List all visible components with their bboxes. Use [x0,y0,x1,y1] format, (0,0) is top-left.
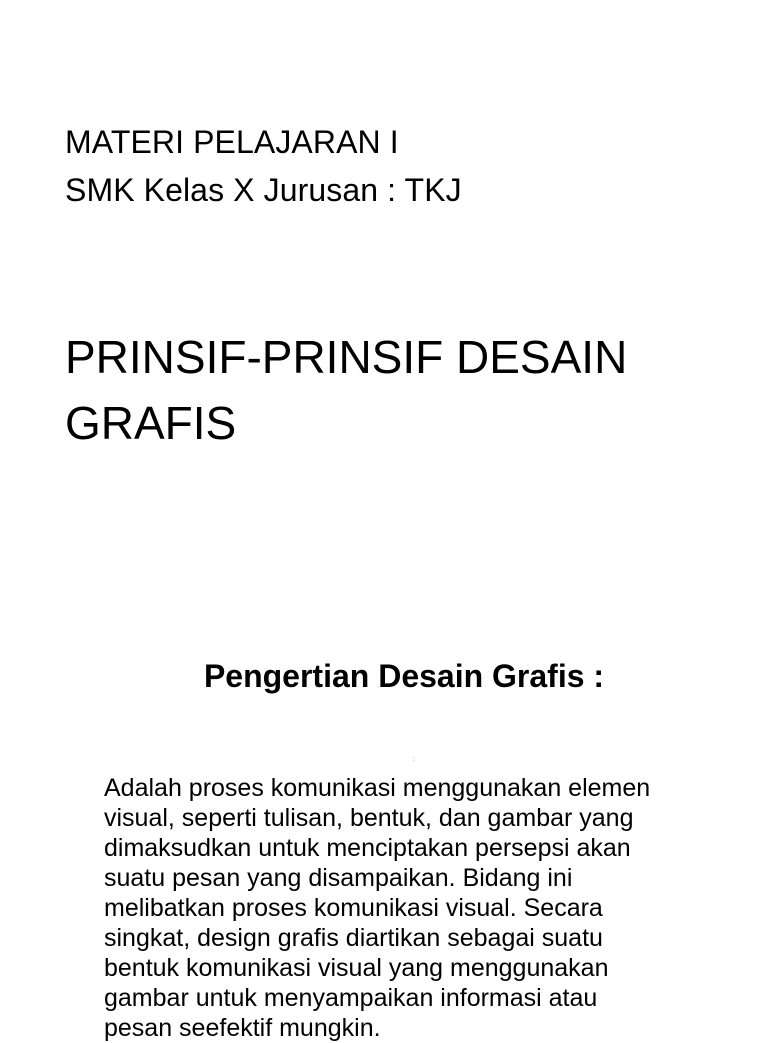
paragraph-line: melibatkan proses komunikasi visual. Secara [104,894,603,922]
page-title-line-2: GRAFIS [65,397,237,449]
page-title [65,324,745,456]
definition-paragraph [104,773,734,1043]
paragraph-line: Adalah proses komunikasi menggunakan elemen [104,774,651,802]
paragraph-line: visual, seperti tulisan, bentuk, dan gambar yang [104,804,634,832]
page-title-line-1: PRINSIF-PRINSIF DESAIN [65,331,628,383]
paragraph-line: suatu pesan yang disampaikan. Bidang ini [104,864,573,892]
tiny-mark: : [413,757,415,763]
subtitle-line-course: MATERI PELAJARAN I [65,124,399,160]
subtitle-block [65,118,725,214]
section-heading: Pengertian Desain Grafis : [203,658,605,694]
paragraph-line: dimaksudkan untuk menciptakan persepsi akan [104,834,631,862]
paragraph-line: pesan seefektif mungkin. [104,1014,381,1042]
paragraph-line: singkat, design grafis diartikan sebagai suatu [104,924,603,952]
paragraph-line: gambar untuk menyampaikan informasi atau [104,984,598,1012]
subtitle-line-class: SMK Kelas X Jurusan : TKJ [65,172,462,208]
paragraph-line: bentuk komunikasi visual yang menggunakan [104,954,609,982]
